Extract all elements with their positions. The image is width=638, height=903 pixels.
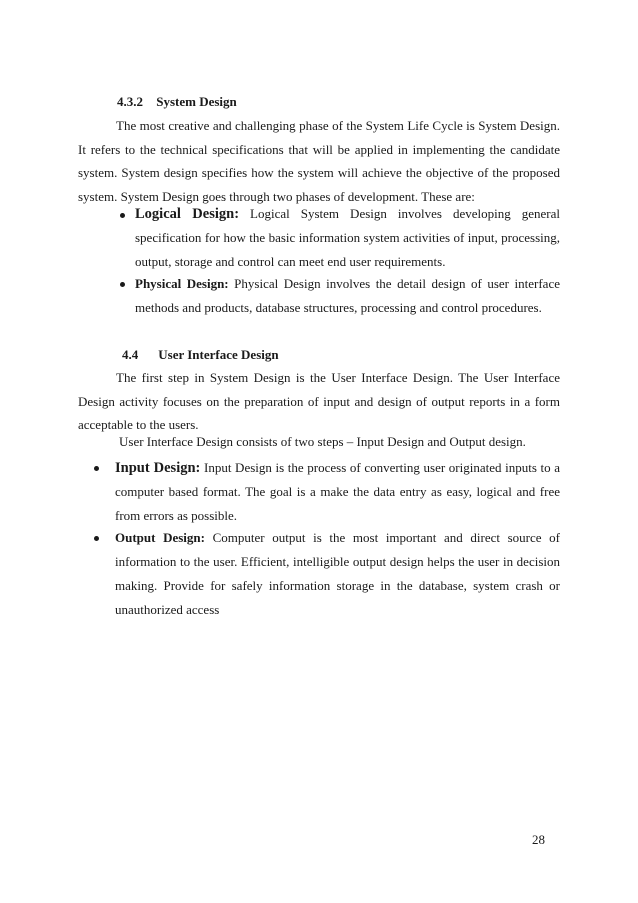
section-title: System Design (156, 94, 237, 109)
bullet-term: Logical Design: (135, 206, 240, 222)
system-design-paragraph: The most creative and challenging phase of the System Life Cycle is System Design. It refers to the technical specifications that will be applied in implementing the candidate system. System design specifies how the system will achieve the objective of the proposed system. System Design goes through two phases of development. These are: (78, 118, 560, 204)
bullet-text: Input Design is the process of converting user originated inputs to a computer based format. The goal is a make the data entry as easy, logical and free from errors as possible. (115, 460, 561, 523)
page-number: 28 (532, 832, 545, 847)
section-title: User Interface Design (158, 347, 279, 362)
section-number: 4.3.2 (117, 94, 143, 109)
steps-line: User Interface Design consists of two steps – Input Design and Output design. (119, 434, 526, 449)
bullet-physical-design (135, 272, 560, 320)
bullet-dot (94, 466, 99, 471)
section-heading-4-4 (122, 347, 279, 363)
bullet-input-design (115, 456, 560, 528)
bullet-text: Computer output is the most important and direct source of information to the user. Efficient, intelligible output design helps the user in decision making. Provide for safely information storage in the database, system crash or unauthorized access (115, 530, 560, 617)
user-interface-paragraph: The first step in System Design is the User Interface Design. The User Interface Design activity focuses on the preparation of input and design of output reports in a form acceptable to the users. (78, 370, 560, 432)
bullet-term: Physical Design: (135, 276, 229, 291)
bullet-term: Input Design: (115, 460, 201, 476)
bullet-text: Logical System Design involves developing general specification for how the basic information system activities of input, processing, output, storage and control can meet end user requirements. (135, 206, 560, 269)
section-heading-4-3-2 (117, 94, 237, 110)
bullet-term: Output Design: (115, 530, 205, 545)
bullet-logical-design (135, 202, 560, 274)
section-number: 4.4 (122, 347, 139, 362)
bullet-text: Physical Design involves the detail design of user interface methods and products, database structures, processing and control procedures. (135, 276, 560, 315)
bullet-output-design (115, 526, 560, 622)
bullet-dot (120, 282, 125, 287)
bullet-dot (120, 213, 125, 218)
bullet-dot (94, 536, 99, 541)
